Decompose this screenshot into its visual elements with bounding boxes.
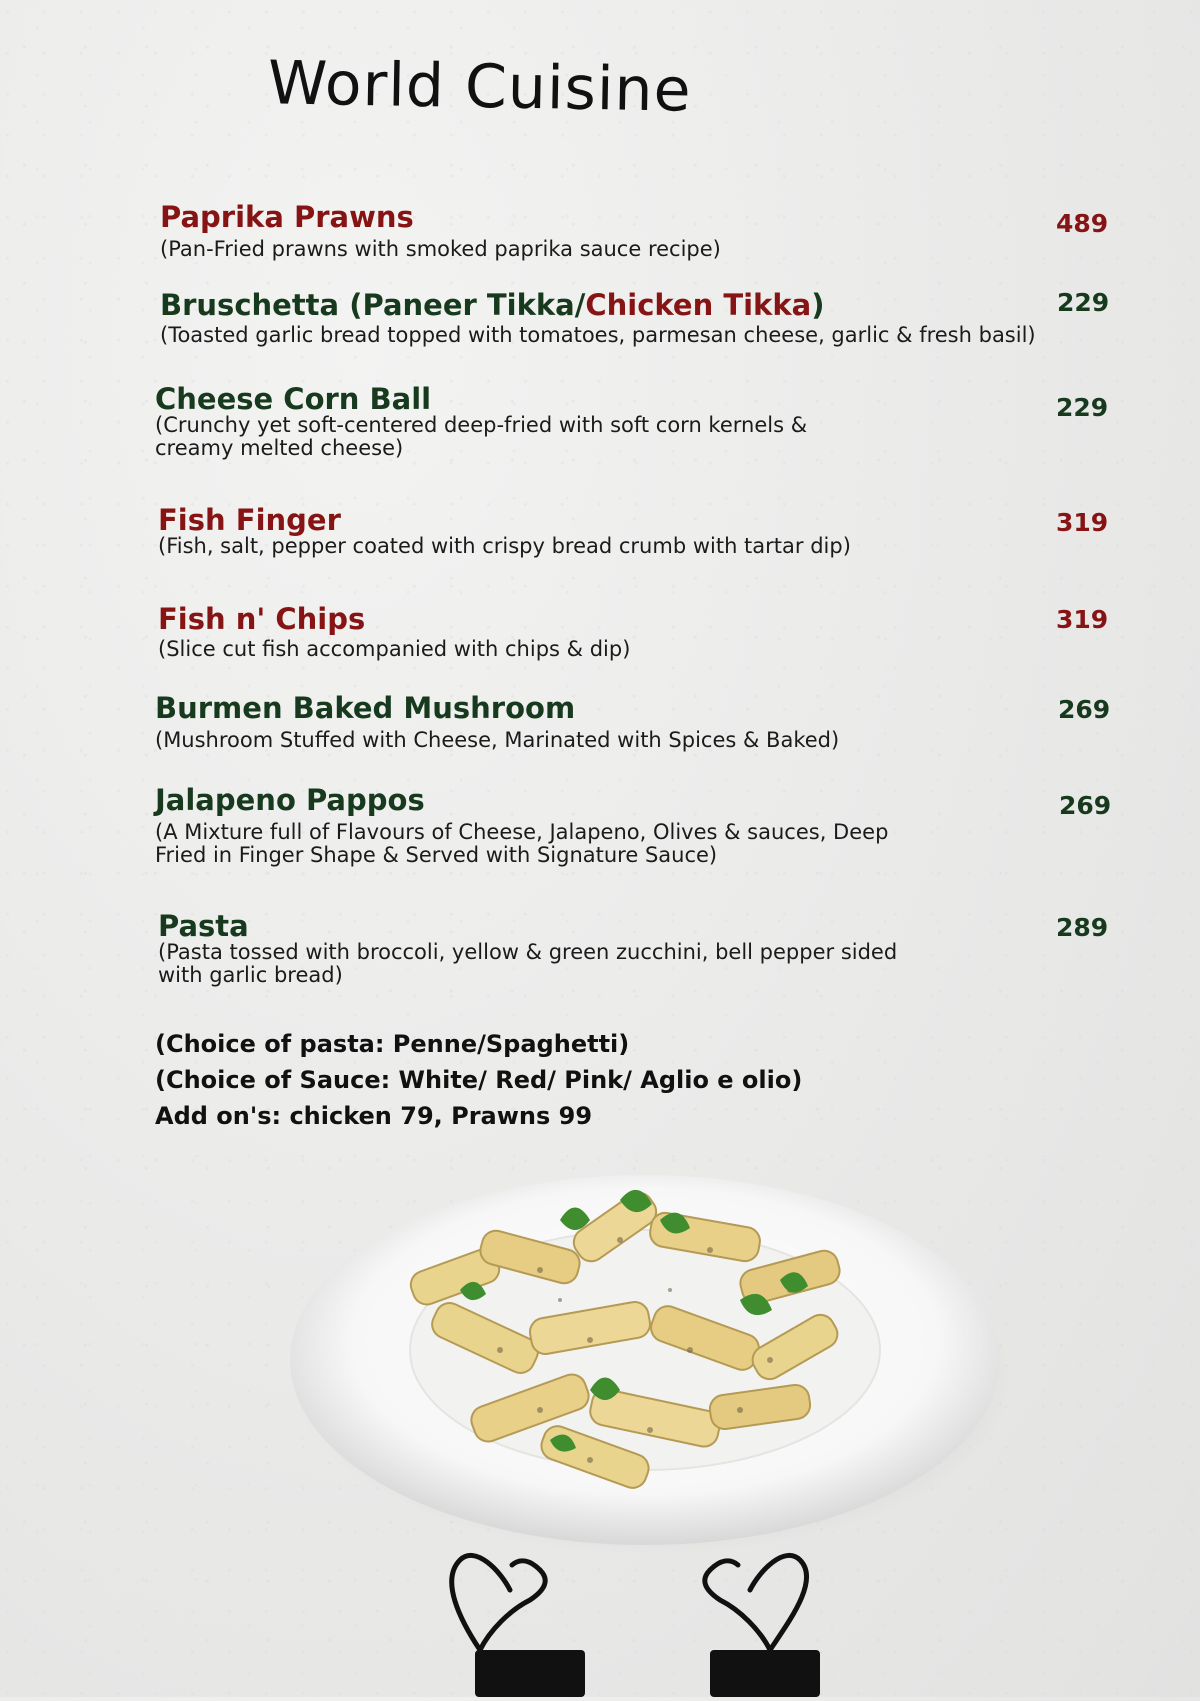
item-name	[160, 288, 1036, 322]
item-description-line: Fried in Finger Shape & Served with Signature Sauce)	[155, 843, 718, 867]
right-sleeve	[710, 1650, 820, 1697]
menu-item-fish-n-chips	[158, 602, 630, 661]
hands-illustration	[440, 1520, 880, 1697]
item-price: 319	[1056, 605, 1109, 634]
item-description-line: (Pasta tossed with broccoli, yellow & green zucchini, bell pepper sided	[158, 940, 898, 964]
item-price: 489	[1056, 209, 1109, 238]
menu-item-burmen-baked-mushroom	[155, 691, 839, 752]
item-description: (Mushroom Stuffed with Cheese, Marinated with Spices & Baked)	[155, 728, 840, 752]
pasta-plate-icon	[290, 1150, 1010, 1570]
menu-item-bruschetta	[160, 288, 1036, 347]
pasta-choice-note: (Choice of pasta: Penne/Spaghetti)	[155, 1030, 630, 1058]
item-description-line: (A Mixture full of Flavours of Cheese, Jalapeno, Olives & sauces, Deep	[155, 820, 889, 844]
item-name-variant: Chicken Tikka	[585, 288, 812, 322]
page-title: World Cuisine	[267, 48, 693, 126]
item-description-line: creamy melted cheese)	[155, 436, 404, 460]
item-price: 269	[1059, 791, 1112, 820]
menu-item-paprika-prawns	[160, 200, 721, 261]
left-sleeve	[475, 1650, 585, 1697]
item-name-part: )	[811, 288, 825, 322]
add-ons-note: Add on's: chicken 79, Prawns 99	[155, 1102, 593, 1130]
item-name: Cheese Corn Ball	[155, 382, 432, 416]
menu-item-fish-finger	[158, 503, 851, 558]
item-description: (Slice cut fish accompanied with chips & dip)	[158, 637, 631, 661]
item-price: 289	[1056, 913, 1109, 942]
item-name: Pasta	[158, 909, 249, 943]
item-name: Fish Finger	[158, 503, 341, 537]
item-description: (Fish, salt, pepper coated with crispy bread crumb with tartar dip)	[158, 534, 851, 558]
menu-item-pasta	[158, 909, 897, 987]
item-price: 229	[1057, 288, 1110, 317]
pasta-options	[155, 1026, 802, 1134]
menu-item-jalapeno-pappos	[155, 783, 888, 867]
item-price: 269	[1058, 695, 1111, 724]
item-price: 229	[1056, 393, 1109, 422]
menu-item-cheese-corn-ball	[155, 382, 807, 460]
item-name: Fish n' Chips	[158, 602, 366, 636]
item-description-line: with garlic bread)	[158, 963, 343, 987]
item-name: Jalapeno Pappos	[155, 783, 425, 817]
item-description: (Toasted garlic bread topped with tomatoes, parmesan cheese, garlic & fresh basil)	[160, 323, 1036, 347]
item-name: Burmen Baked Mushroom	[155, 691, 576, 725]
sauce-choice-note: (Choice of Sauce: White/ Red/ Pink/ Aglio e olio)	[155, 1066, 803, 1094]
item-price: 319	[1056, 508, 1109, 537]
pasta-plate-image	[290, 1150, 1010, 1570]
item-description-line: (Crunchy yet soft-centered deep-fried with soft corn kernels &	[155, 413, 808, 437]
item-name-part: Bruschetta (Paneer Tikka/	[160, 288, 586, 322]
hands-icon	[440, 1520, 880, 1697]
item-name: Paprika Prawns	[160, 200, 414, 234]
item-description: (Pan-Fried prawns with smoked paprika sauce recipe)	[160, 237, 721, 261]
